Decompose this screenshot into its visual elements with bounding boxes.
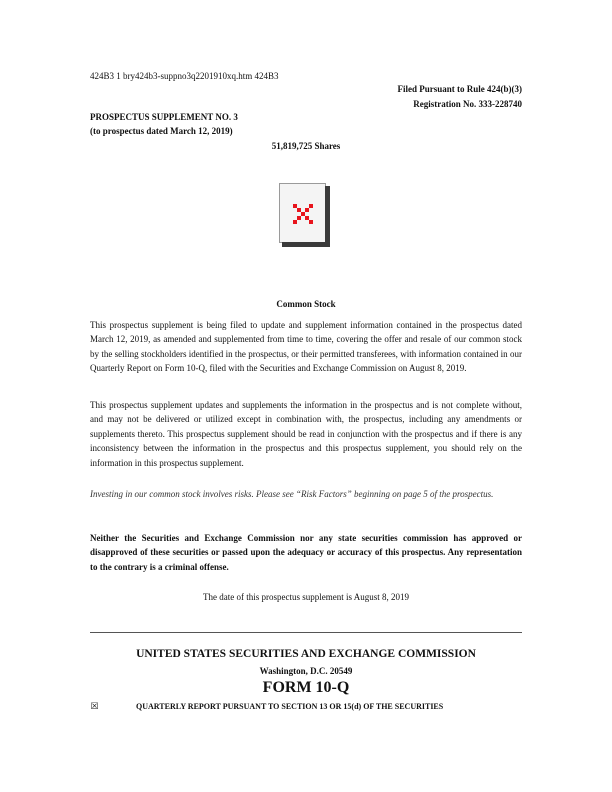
- broken-image-icon: [279, 183, 330, 247]
- registration-number: Registration No. 333-228740: [413, 99, 522, 109]
- supplement-paragraph: This prospectus supplement updates and supplements the information in the prospectus and is not complete without, and may not be delivered or utilized except in combination with, the prospectus, including any amendments or supplements thereto. This prospectus supplement should be read in conjunction with the prospectus and if there is any inconsistency between the information in the prospectus and this prospectus supplement, you should rely on the information in this prospectus supplement.: [90, 400, 522, 468]
- sec-disclaimer: Neither the Securities and Exchange Commission nor any state securities commission has approved or disapproved of these securities or passed upon the adequacy or accuracy of this prospectus. Any representation to the contrary is a criminal offense.: [90, 533, 522, 572]
- supplement-date: The date of this prospectus supplement is August 8, 2019: [203, 592, 409, 602]
- stock-type-label: Common Stock: [276, 299, 336, 309]
- commission-location: Washington, D.C. 20549: [259, 666, 353, 676]
- horizontal-divider: [90, 632, 522, 633]
- supplement-title: PROSPECTUS SUPPLEMENT NO. 3: [90, 112, 238, 122]
- prospectus-date-note: (to prospectus dated March 12, 2019): [90, 126, 233, 136]
- filed-pursuant-line: Filed Pursuant to Rule 424(b)(3): [397, 84, 522, 94]
- shares-count: 51,819,725 Shares: [271, 141, 341, 151]
- intro-paragraph: This prospectus supplement is being filed to update and supplement information contained in the prospectus dated March 12, 2019, as amended and supplemented from time to time, covering the offer and resale of our common stock by the selling stockholders identified in the prospectus, or their permitted transferees, with information contained in our Quarterly Report on Form 10-Q, filed with the Securities and Exchange Commission on August 8, 2019.: [90, 320, 522, 374]
- file-header-line: 424B3 1 bry424b3-suppno3q2201910xq.htm 424B3: [90, 71, 279, 81]
- quarterly-report-line: QUARTERLY REPORT PURSUANT TO SECTION 13 OR 15(d) OF THE SECURITIES: [136, 702, 444, 711]
- checked-box-icon: ☒: [90, 701, 99, 711]
- risk-factors-note: Investing in our common stock involves risks. Please see “Risk Factors” beginning on page 5 of the prospectus.: [90, 489, 494, 499]
- form-title: FORM 10-Q: [262, 679, 350, 696]
- commission-heading: UNITED STATES SECURITIES AND EXCHANGE COMMISSION: [136, 648, 476, 660]
